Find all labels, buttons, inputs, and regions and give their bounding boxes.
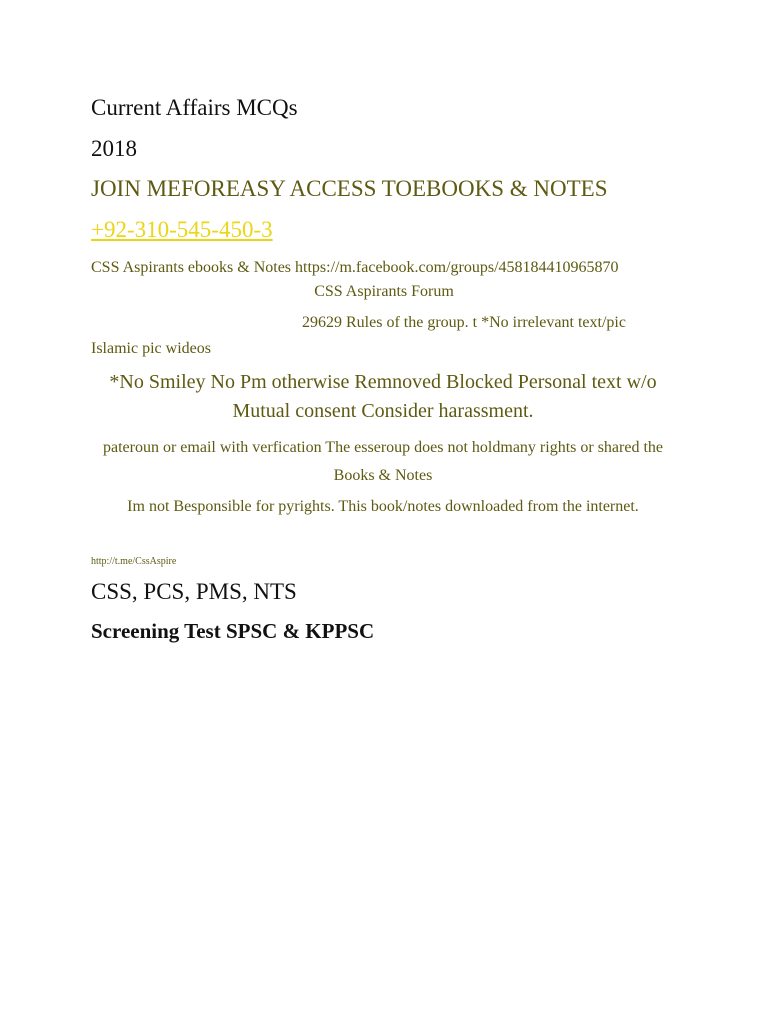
document-title: Current Affairs MCQs (91, 95, 298, 120)
disclaimer-notice: Im not Besponsible for pyrights. This book/notes downloaded from the internet. (127, 498, 639, 515)
phone-number-link[interactable]: +92-310-545-450-3 (91, 217, 273, 242)
document-year: 2018 (91, 136, 137, 161)
group-rules-line: 29629 Rules of the group. t *No irrelevant text/pic (302, 314, 626, 331)
rights-notice: pateroun or email with verfication The esseroup does not holdmany rights or shared the Books & Notes (103, 439, 663, 484)
join-heading: JOIN MEFOREASY ACCESS TOEBOOKS & NOTES (91, 176, 608, 201)
no-smiley-notice: *No Smiley No Pm otherwise Remnoved Blocked Personal text w/o Mutual consent Consider harassment. (109, 371, 657, 422)
ebooks-group-line: CSS Aspirants ebooks & Notes https://m.facebook.com/groups/458184410965870 (91, 259, 619, 276)
telegram-link[interactable]: http://t.me/CssAspire (91, 556, 177, 567)
islamic-note-line: Islamic pic wideos (91, 340, 211, 357)
exams-heading: CSS, PCS, PMS, NTS (91, 579, 297, 604)
forum-line: CSS Aspirants Forum (314, 283, 454, 300)
screening-heading: Screening Test SPSC & KPPSC (91, 619, 375, 643)
